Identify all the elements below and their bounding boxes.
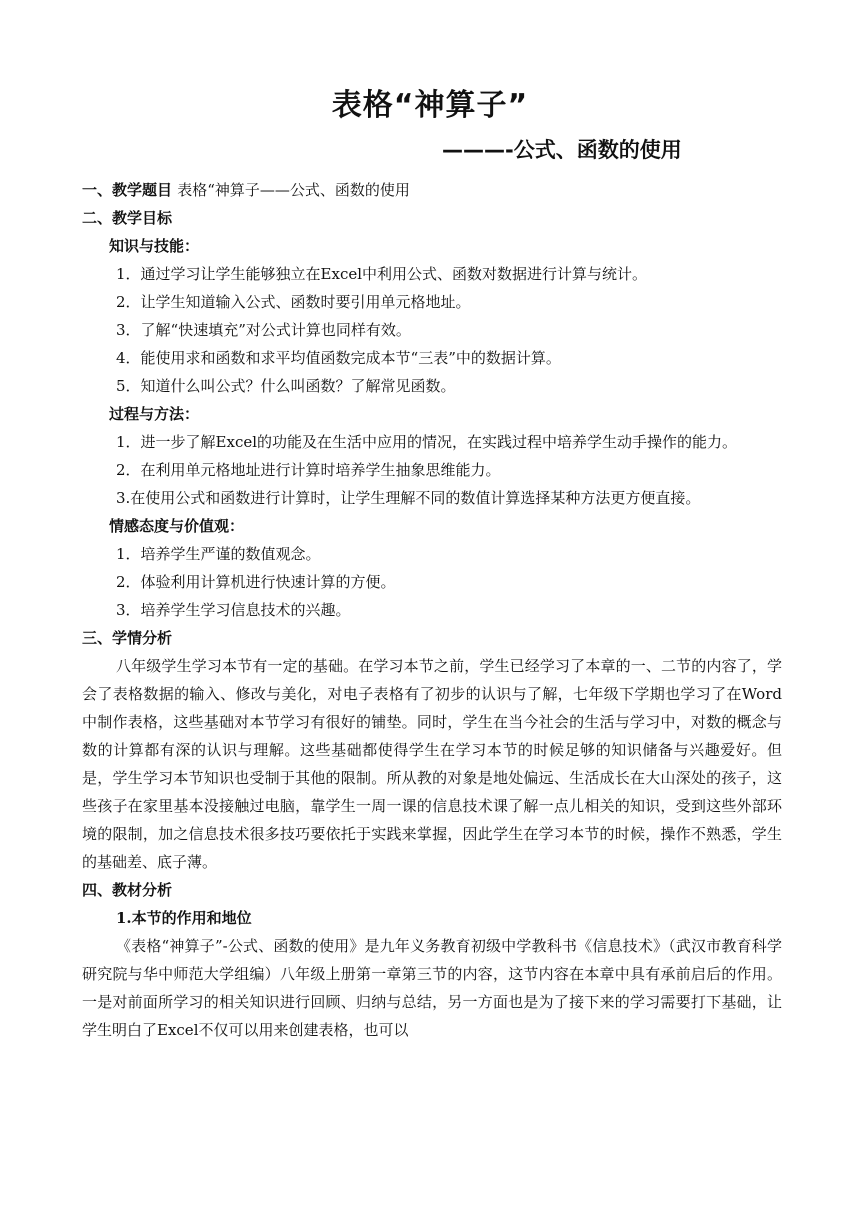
paragraph-material-analysis: 《表格“神算子”-公式、函数的使用》是九年义务教育初级中学教科书《信息技术》（武汉市教育科学研究院与华中师范大学组编）八年级上册第一章第三节的内容，这节内容在本章中具有承前启后的作用。一是对前面所学习的相关知识进行回顾、归纳与总结，另一方面也是为了接下来的学习需要打下基础，让学生明白了Excel不仅可以用来创建表格，也可以	[82, 937, 782, 1039]
section-heading: 一、教学题目	[82, 181, 173, 199]
list-item: 2．让学生知道输入公式、函数时要引用单元格地址。	[116, 293, 471, 311]
list-item: 2．在利用单元格地址进行计算时培养学生抽象思维能力。	[116, 461, 501, 479]
list-item: 3．了解“快速填充”对公式计算也同样有效。	[116, 321, 411, 339]
paragraph-student-analysis: 八年级学生学习本节有一定的基础。在学习本节之前，学生已经学习了本章的一、二节的内容了，学会了表格数据的输入、修改与美化，对电子表格有了初步的认识与了解，七年级下学期也学习了在Word中制作表格，这些基础对本节学习有很好的铺垫。同时，学生在当今社会的生活与学习中，对数的概念与数的计算都有深的认识与理解。这些基础都使得学生在学习本节的时候足够的知识储备与兴趣爱好。但是，学生学习本节知识也受制于其他的限制。所从教的对象是地处偏远、生活成长在大山深处的孩子，这些孩子在家里基本没接触过电脑，靠学生一周一课的信息技术课了解一点儿相关的知识，受到这些外部环境的限制，加之信息技术很多技巧要依托于实践来掌握，因此学生在学习本节的时候，操作不熟悉，学生的基础差、底子薄。	[82, 657, 782, 871]
sub-heading-knowledge: 知识与技能：	[109, 237, 200, 255]
list-item: 3.在使用公式和函数进行计算时，让学生理解不同的数值计算选择某种方法更方便直接。	[116, 489, 701, 507]
section-teaching-topic	[82, 176, 782, 204]
document-body	[82, 176, 782, 1044]
list-item: 1．通过学习让学生能够独立在Excel中利用公式、函数对数据进行计算与统计。	[116, 265, 648, 283]
document-title: 表格“神算子”	[331, 88, 529, 123]
sub-heading-role: 1.本节的作用和地位	[116, 909, 252, 927]
list-item: 1．进一步了解Excel的功能及在生活中应用的情况，在实践过程中培养学生动手操作的能力。	[116, 433, 738, 451]
list-item: 5．知道什么叫公式？什么叫函数？了解常见函数。	[116, 377, 456, 395]
section-heading: 二、教学目标	[82, 209, 173, 227]
list-item: 1．培养学生严谨的数值观念。	[116, 545, 321, 563]
list-item: 4．能使用求和函数和求平均值函数完成本节“三表”中的数据计算。	[116, 349, 561, 367]
list-item: 3．培养学生学习信息技术的兴趣。	[116, 601, 351, 619]
sub-heading-process: 过程与方法：	[109, 405, 200, 423]
section-text: 表格“神算子——公式、函数的使用	[177, 181, 410, 199]
section-heading: 三、学情分析	[82, 629, 173, 647]
list-item: 2．体验利用计算机进行快速计算的方便。	[116, 573, 396, 591]
sub-heading-emotion: 情感态度与价值观：	[109, 517, 245, 535]
section-heading: 四、教材分析	[82, 881, 173, 899]
document-subtitle: ———-公式、函数的使用	[442, 138, 682, 162]
